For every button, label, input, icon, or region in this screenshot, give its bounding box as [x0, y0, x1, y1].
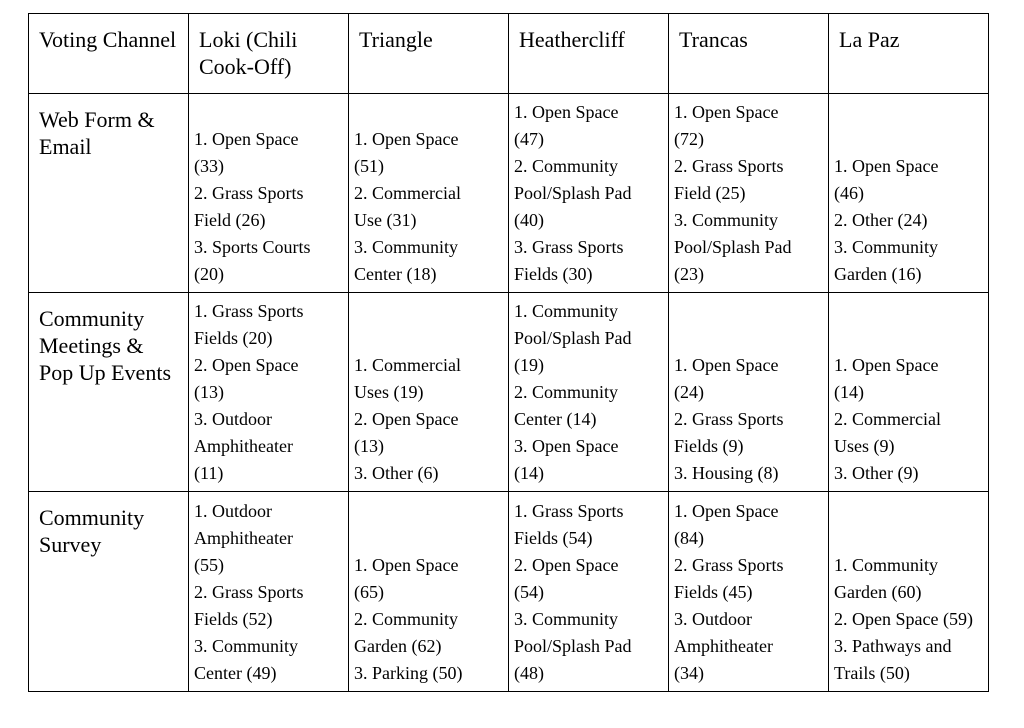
result-cell	[189, 293, 349, 492]
result-line: Center (49)	[194, 663, 277, 683]
result-line: Amphitheater	[674, 636, 773, 656]
result-cell	[349, 94, 509, 293]
result-cell	[669, 293, 829, 492]
result-cell	[829, 293, 989, 492]
result-line: 1. Commercial	[354, 355, 461, 375]
result-cell	[509, 293, 669, 492]
result-line: (34)	[674, 663, 704, 683]
result-line: (20)	[194, 264, 224, 284]
result-line: (54)	[514, 582, 544, 602]
result-line: (13)	[354, 436, 384, 456]
result-line: (33)	[194, 156, 224, 176]
result-line: Fields (30)	[514, 264, 593, 284]
result-line: 3. Community	[514, 609, 619, 629]
result-cell	[189, 94, 349, 293]
result-line: (24)	[674, 382, 704, 402]
result-line: Uses (19)	[354, 382, 424, 402]
table-row	[29, 293, 989, 492]
result-line: (47)	[514, 129, 544, 149]
result-line: 2. Other (24)	[834, 210, 928, 230]
result-line: 1. Community	[514, 301, 619, 321]
result-line: (72)	[674, 129, 704, 149]
result-cell	[829, 492, 989, 692]
table-row	[29, 492, 989, 692]
result-cell	[509, 94, 669, 293]
result-line: Uses (9)	[834, 436, 895, 456]
result-line: 2. Grass Sports	[194, 582, 304, 602]
result-cell	[349, 293, 509, 492]
result-line: 2. Open Space	[194, 355, 299, 375]
result-line: 3. Other (9)	[834, 463, 919, 483]
result-line: 1. Open Space	[674, 355, 779, 375]
result-cell	[669, 492, 829, 692]
result-line: (23)	[674, 264, 704, 284]
result-line: 3. Community	[674, 210, 779, 230]
result-line: (48)	[514, 663, 544, 683]
header-site-trancas: Trancas	[669, 14, 829, 94]
header-site-loki: Loki (Chili Cook-Off)	[189, 14, 349, 94]
result-cell	[509, 492, 669, 692]
header-voting-channel: Voting Channel	[29, 14, 189, 94]
result-line: Pool/Splash Pad	[674, 237, 792, 257]
result-line: 3. Open Space	[514, 436, 619, 456]
result-line: 2. Grass Sports	[674, 555, 784, 575]
result-line: Amphitheater	[194, 436, 293, 456]
result-line: (19)	[514, 355, 544, 375]
result-line: 3. Housing (8)	[674, 463, 779, 483]
result-line: (65)	[354, 582, 384, 602]
result-line: (51)	[354, 156, 384, 176]
result-line: 3. Outdoor	[674, 609, 752, 629]
result-line: 3. Community	[354, 237, 459, 257]
result-line: (14)	[834, 382, 864, 402]
result-line: 3. Pathways and	[834, 636, 952, 656]
result-line: 2. Community	[354, 609, 459, 629]
result-line: 2. Commercial	[834, 409, 941, 429]
result-line: (40)	[514, 210, 544, 230]
result-line: 1. Open Space	[354, 129, 459, 149]
result-line: Trails (50)	[834, 663, 910, 683]
result-line: 3. Parking (50)	[354, 663, 463, 683]
voting-channel-cell: Web Form & Email	[29, 94, 189, 293]
result-line: 1. Open Space	[834, 156, 939, 176]
header-site-heathercliff: Heathercliff	[509, 14, 669, 94]
voting-channel-cell: Community Survey	[29, 492, 189, 692]
header-row	[29, 14, 989, 94]
result-cell	[829, 94, 989, 293]
result-line: 2. Community	[514, 382, 619, 402]
result-line: Garden (16)	[834, 264, 922, 284]
result-line: 2. Open Space	[354, 409, 459, 429]
result-line: 3. Grass Sports	[514, 237, 624, 257]
result-line: Fields (52)	[194, 609, 273, 629]
result-line: Pool/Splash Pad	[514, 636, 632, 656]
result-line: (14)	[514, 463, 544, 483]
result-cell	[349, 492, 509, 692]
result-line: 2. Grass Sports	[674, 156, 784, 176]
table-row	[29, 94, 989, 293]
voting-channel-cell: Community Meetings & Pop Up Events	[29, 293, 189, 492]
result-line: 1. Open Space	[194, 129, 299, 149]
result-line: (46)	[834, 183, 864, 203]
result-line: 1. Open Space	[834, 355, 939, 375]
result-line: 3. Other (6)	[354, 463, 439, 483]
result-line: (11)	[194, 463, 224, 483]
result-line: (55)	[194, 555, 224, 575]
result-line: Use (31)	[354, 210, 417, 230]
result-line: Fields (45)	[674, 582, 753, 602]
result-line: Amphitheater	[194, 528, 293, 548]
result-line: Fields (9)	[674, 436, 744, 456]
result-line: (84)	[674, 528, 704, 548]
result-line: 3. Community	[834, 237, 939, 257]
result-line: Field (25)	[674, 183, 746, 203]
result-line: 2. Grass Sports	[194, 183, 304, 203]
result-line: 2. Grass Sports	[674, 409, 784, 429]
result-line: 3. Community	[194, 636, 299, 656]
result-line: Garden (60)	[834, 582, 922, 602]
result-line: 2. Community	[514, 156, 619, 176]
result-line: 1. Open Space	[514, 102, 619, 122]
result-line: 1. Grass Sports	[514, 501, 624, 521]
result-line: 2. Open Space (59)	[834, 609, 973, 629]
result-line: Fields (20)	[194, 328, 273, 348]
voting-results-table	[28, 13, 989, 692]
header-site-la-paz: La Paz	[829, 14, 989, 94]
result-cell	[189, 492, 349, 692]
result-line: 3. Sports Courts	[194, 237, 311, 257]
result-line: (13)	[194, 382, 224, 402]
result-line: Pool/Splash Pad	[514, 183, 632, 203]
result-line: 1. Open Space	[674, 501, 779, 521]
result-line: Center (14)	[514, 409, 597, 429]
result-line: Fields (54)	[514, 528, 593, 548]
result-line: 2. Open Space	[514, 555, 619, 575]
result-line: Center (18)	[354, 264, 437, 284]
result-line: 1. Open Space	[354, 555, 459, 575]
result-line: Pool/Splash Pad	[514, 328, 632, 348]
header-site-triangle: Triangle	[349, 14, 509, 94]
result-line: 2. Commercial	[354, 183, 461, 203]
result-line: 1. Grass Sports	[194, 301, 304, 321]
result-line: 3. Outdoor	[194, 409, 272, 429]
result-line: 1. Community	[834, 555, 939, 575]
result-line: Field (26)	[194, 210, 266, 230]
result-cell	[669, 94, 829, 293]
result-line: Garden (62)	[354, 636, 442, 656]
result-line: 1. Open Space	[674, 102, 779, 122]
result-line: 1. Outdoor	[194, 501, 272, 521]
